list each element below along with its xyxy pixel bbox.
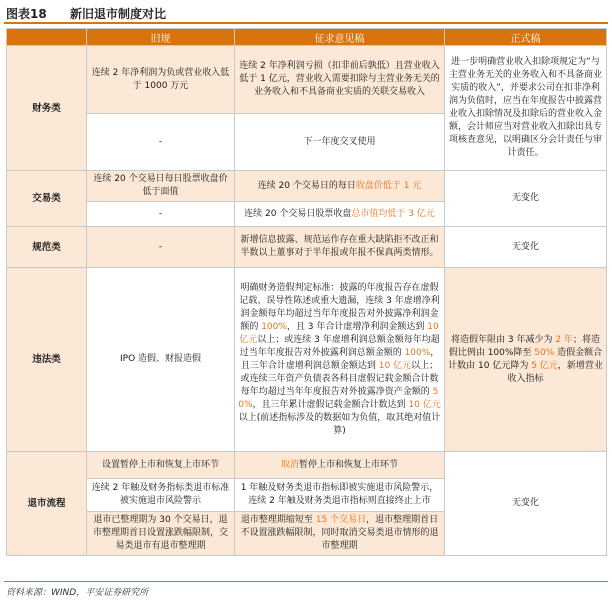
finance-old-2: -: [87, 114, 235, 171]
text-segment: 以上；或连续 3 年虚增利润总额金额每年均超过当年年度报告对外披露利润总额金额的: [239, 334, 440, 358]
category-norm: 规范类: [7, 227, 87, 268]
header-draft: 征求意见稿: [235, 29, 445, 46]
header-final: 正式稿: [445, 29, 607, 46]
delist-draft-3-text-b: ，退市整理期首日不设置涨跌幅限制，同时取消交易类退市情形的退市整理期: [240, 515, 439, 551]
text-segment: 将造假年限由 3 年减少为: [451, 334, 556, 345]
highlight-text: 10 亿元: [378, 360, 412, 371]
trading-draft-1-text: 连续 20 个交易日的每日: [257, 180, 356, 191]
text-segment: ，且三年合计虚增利润总额金额达到: [240, 347, 440, 371]
table-row: [7, 268, 607, 452]
highlight-text: 5 亿元: [531, 360, 558, 371]
trading-draft-1-highlight: 收盘价低于 1 元: [355, 180, 422, 191]
norm-final: 无变化: [445, 227, 607, 268]
trading-old-2: -: [87, 202, 235, 227]
norm-draft: 新增信息披露、规范运作存在重大缺陷拒不改正和半数以上董事对于半年报或年报不保真两类情形。: [235, 227, 445, 268]
delist-old-3: 退市已整理期为 30 个交易日，退市整理期首日设置涨跌幅限制，交易类退市有退市整理期: [87, 512, 235, 556]
highlight-text: 10 亿元: [239, 321, 439, 345]
finance-final: 进一步明确营业收入扣除项规定为“与主营业务无关的业务收入和不具备商业实质的收入”，并要求公司在扣非净利润为负值时，应当在年度报告中披露营业收入扣除情况及扣除后的营业收入金额，会计师应当对营业收入扣除出具专项核查意见，以明确区分会计责任与审计责任。: [445, 46, 607, 171]
finance-draft-1: 连续 2 年净利润亏损（扣非前后孰低）且营业收入低于 1 亿元，营业收入需要扣除与主营业务无关的业务收入和不具备商业实质的关联交易收入: [235, 46, 445, 114]
table-row: [7, 227, 607, 268]
category-finance: 财务类: [7, 46, 87, 171]
category-delist: 退市流程: [7, 452, 87, 556]
delist-draft-3-text-a: 退市整理期缩短至: [240, 515, 316, 525]
header-old: 旧规: [87, 29, 235, 46]
delist-old-2: 连续 2 年触及财务指标类退市标准被实施退市风险警示: [87, 479, 235, 512]
text-segment: 以上(前述指标涉及的数据如为负值，取其绝对值计算): [238, 412, 441, 436]
delist-draft-1-text: 暂停上市和恢复上市环节: [299, 459, 399, 470]
highlight-text: 10 亿元: [408, 399, 441, 410]
delist-draft-3-highlight: 15 个交易日: [315, 515, 367, 525]
text-segment: 以上；或连续三年资产负债表各科目虚假记载金额合计数每年均超过当年年度报告对外披露净资产金额的: [240, 360, 439, 397]
illegal-old: IPO 造假、财报造假: [87, 268, 235, 452]
text-segment: ，且三年累计虚假记载金额合计数达到: [252, 399, 409, 410]
trading-draft-1: [235, 171, 445, 202]
table-row: [7, 171, 607, 202]
delist-old-1: 设置暂停上市和恢复上市环节: [87, 452, 235, 479]
table-row: [7, 452, 607, 479]
delist-draft-1: [235, 452, 445, 479]
figure-title: 新旧退市制度对比: [70, 7, 167, 21]
text-segment: 造假金额合计数由 10 亿元降为: [448, 347, 603, 371]
figure-title-bar: [4, 2, 608, 24]
trading-draft-2-highlight: 总市值均低于 3 亿元: [351, 208, 435, 219]
delist-draft-1-highlight: 取消: [280, 459, 299, 470]
illegal-final: [445, 268, 607, 452]
text-segment: ，新增营业收入指标: [507, 360, 603, 384]
delist-draft-3: [235, 512, 445, 556]
finance-draft-2: 下一年度交叉使用: [235, 114, 445, 171]
figure-label: 图表18: [6, 7, 47, 21]
table-row: [7, 46, 607, 114]
finance-old-1: 连续 2 年净利润为负或营业收入低于 1000 万元: [87, 46, 235, 114]
category-trading: 交易类: [7, 171, 87, 227]
highlight-text: 100%: [261, 321, 287, 332]
illegal-draft: [235, 268, 445, 452]
highlight-text: 100%: [404, 347, 431, 358]
norm-old: -: [87, 227, 235, 268]
text-segment: ；将造假比例由 100%降至: [448, 334, 600, 358]
trading-draft-2: [235, 202, 445, 227]
trading-old-1: 连续 20 个交易日每日股票收盘价低于面值: [87, 171, 235, 202]
comparison-table: [6, 28, 607, 556]
highlight-text: 2 年: [555, 334, 573, 345]
text-segment: ，且 3 年合计虚增净利润金额达到: [286, 321, 428, 332]
source-divider: [4, 581, 608, 582]
delist-draft-2: 1 年触及财务类退市指标即被实施退市风险警示，连续 2 年触及财务类退市指标则直接终止上市: [235, 479, 445, 512]
header-category: [7, 29, 87, 46]
delist-final: 无变化: [445, 452, 607, 556]
trading-final: 无变化: [445, 171, 607, 227]
source-note: 资料来源：WIND，平安证券研究所: [6, 588, 149, 598]
category-illegal: 违法类: [7, 268, 87, 452]
header-row: [7, 29, 607, 46]
highlight-text: 50%: [534, 347, 555, 358]
text-segment: 明确财务造假判定标准：披露的年度报告存在虚假记载、误导性陈述或重大遗漏，连续 3 年虚增净利润金额每年均超过当年年度报告对外披露净利润金额的: [239, 282, 440, 332]
highlight-text: 50%: [238, 386, 439, 410]
trading-draft-2-text: 连续 20 个交易日股票收盘: [244, 208, 352, 219]
